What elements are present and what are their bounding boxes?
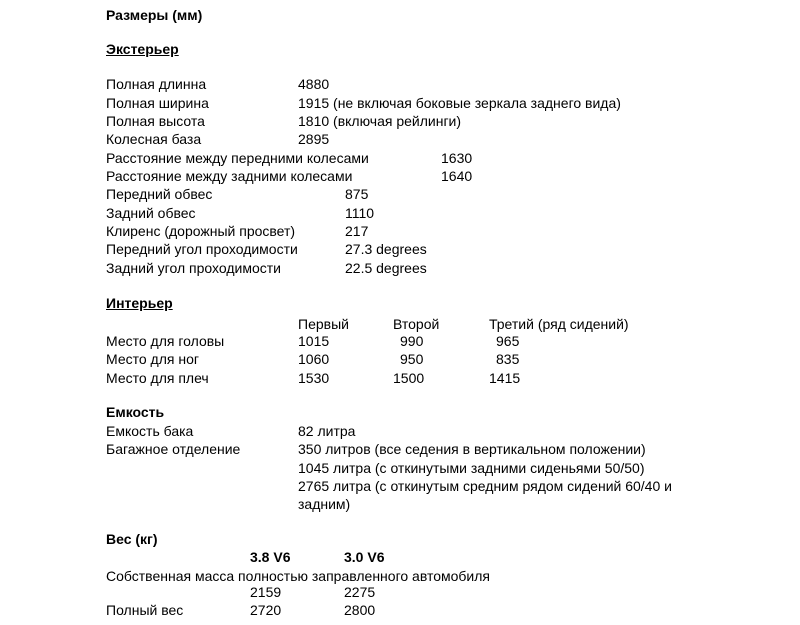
exterior-heading: Экстерьер	[106, 41, 179, 57]
int-value-headroom-2: 990	[400, 333, 424, 349]
ext-label-departure-angle: Задний угол проходимости	[106, 260, 281, 276]
ext-value-clearance: 217	[345, 223, 369, 239]
capacity-heading: Емкость	[106, 404, 165, 420]
ext-value-rear-overhang: 1110	[345, 205, 375, 221]
cap-label-tank: Емкость бака	[106, 423, 194, 439]
cap-trunk-line-2: 1045 литра (с откинутыми задними сиденьями 50/50)	[298, 460, 645, 476]
int-value-headroom-3: 965	[496, 333, 520, 349]
weight-col-30v6: 3.0 V6	[344, 549, 385, 565]
ext-label-height: Полная высота	[106, 113, 205, 129]
interior-heading: Интерьер	[106, 295, 173, 311]
ext-label-front-overhang: Передний обвес	[106, 186, 213, 202]
int-col-second: Второй	[393, 316, 440, 332]
weight-value-curb-2: 2275	[344, 584, 376, 600]
cap-value-tank: 82 литра	[298, 423, 356, 439]
int-col-third: Третий (ряд сидений)	[489, 316, 629, 332]
ext-value-height: 1810 (включая рейлинги)	[298, 113, 462, 129]
ext-label-approach-angle: Передний угол проходимости	[106, 241, 298, 257]
ext-label-rear-overhang: Задний обвес	[106, 205, 196, 221]
weight-value-gross-2: 2800	[344, 602, 376, 618]
cap-label-trunk: Багажное отделение	[106, 441, 241, 457]
int-value-shoulder-1: 1530	[298, 370, 330, 386]
ext-value-width: 1915 (не включая боковые зеркала заднего вида)	[298, 95, 621, 111]
ext-value-front-overhang: 875	[345, 186, 369, 202]
weight-label-gross: Полный вес	[106, 602, 184, 618]
ext-label-wheelbase: Колесная база	[106, 131, 202, 147]
cap-trunk-line-4: задним)	[298, 496, 351, 512]
int-value-shoulder-2: 1500	[393, 370, 425, 386]
weight-value-curb-1: 2159	[250, 584, 282, 600]
weight-col-38v6: 3.8 V6	[250, 549, 291, 565]
int-value-shoulder-3: 1415	[489, 370, 521, 386]
page-title: Размеры (мм)	[106, 7, 203, 23]
int-value-headroom-1: 1015	[298, 333, 330, 349]
ext-label-length: Полная длинна	[106, 76, 207, 92]
ext-label-width: Полная ширина	[106, 95, 209, 111]
ext-value-length: 4880	[298, 76, 330, 92]
cap-trunk-line-1: 350 литров (все седения в вертикальном положении)	[298, 441, 646, 457]
ext-label-front-track: Расстояние между передними колесами	[106, 150, 369, 166]
int-label-shoulder: Место для плеч	[106, 370, 209, 386]
cap-trunk-line-3: 2765 литра (с откинутым средним рядом сидений 60/40 и	[298, 478, 672, 494]
ext-value-approach-angle: 27.3 degrees	[345, 241, 427, 257]
int-col-first: Первый	[298, 316, 349, 332]
weight-label-curb: Собственная масса полностью заправленного автомобиля	[106, 568, 490, 584]
ext-label-clearance: Клиренс (дорожный просвет)	[106, 223, 296, 239]
weight-value-gross-1: 2720	[250, 602, 282, 618]
int-value-legroom-1: 1060	[298, 351, 330, 367]
int-label-legroom: Место для ног	[106, 351, 199, 367]
int-value-legroom-2: 950	[400, 351, 424, 367]
ext-value-rear-track: 1640	[441, 168, 473, 184]
weight-heading: Вес (кг)	[106, 531, 158, 547]
ext-value-wheelbase: 2895	[298, 131, 330, 147]
int-value-legroom-3: 835	[496, 351, 520, 367]
int-label-headroom: Место для головы	[106, 333, 225, 349]
ext-label-rear-track: Расстояние между задними колесами	[106, 168, 353, 184]
ext-value-departure-angle: 22.5 degrees	[345, 260, 427, 276]
ext-value-front-track: 1630	[441, 150, 473, 166]
